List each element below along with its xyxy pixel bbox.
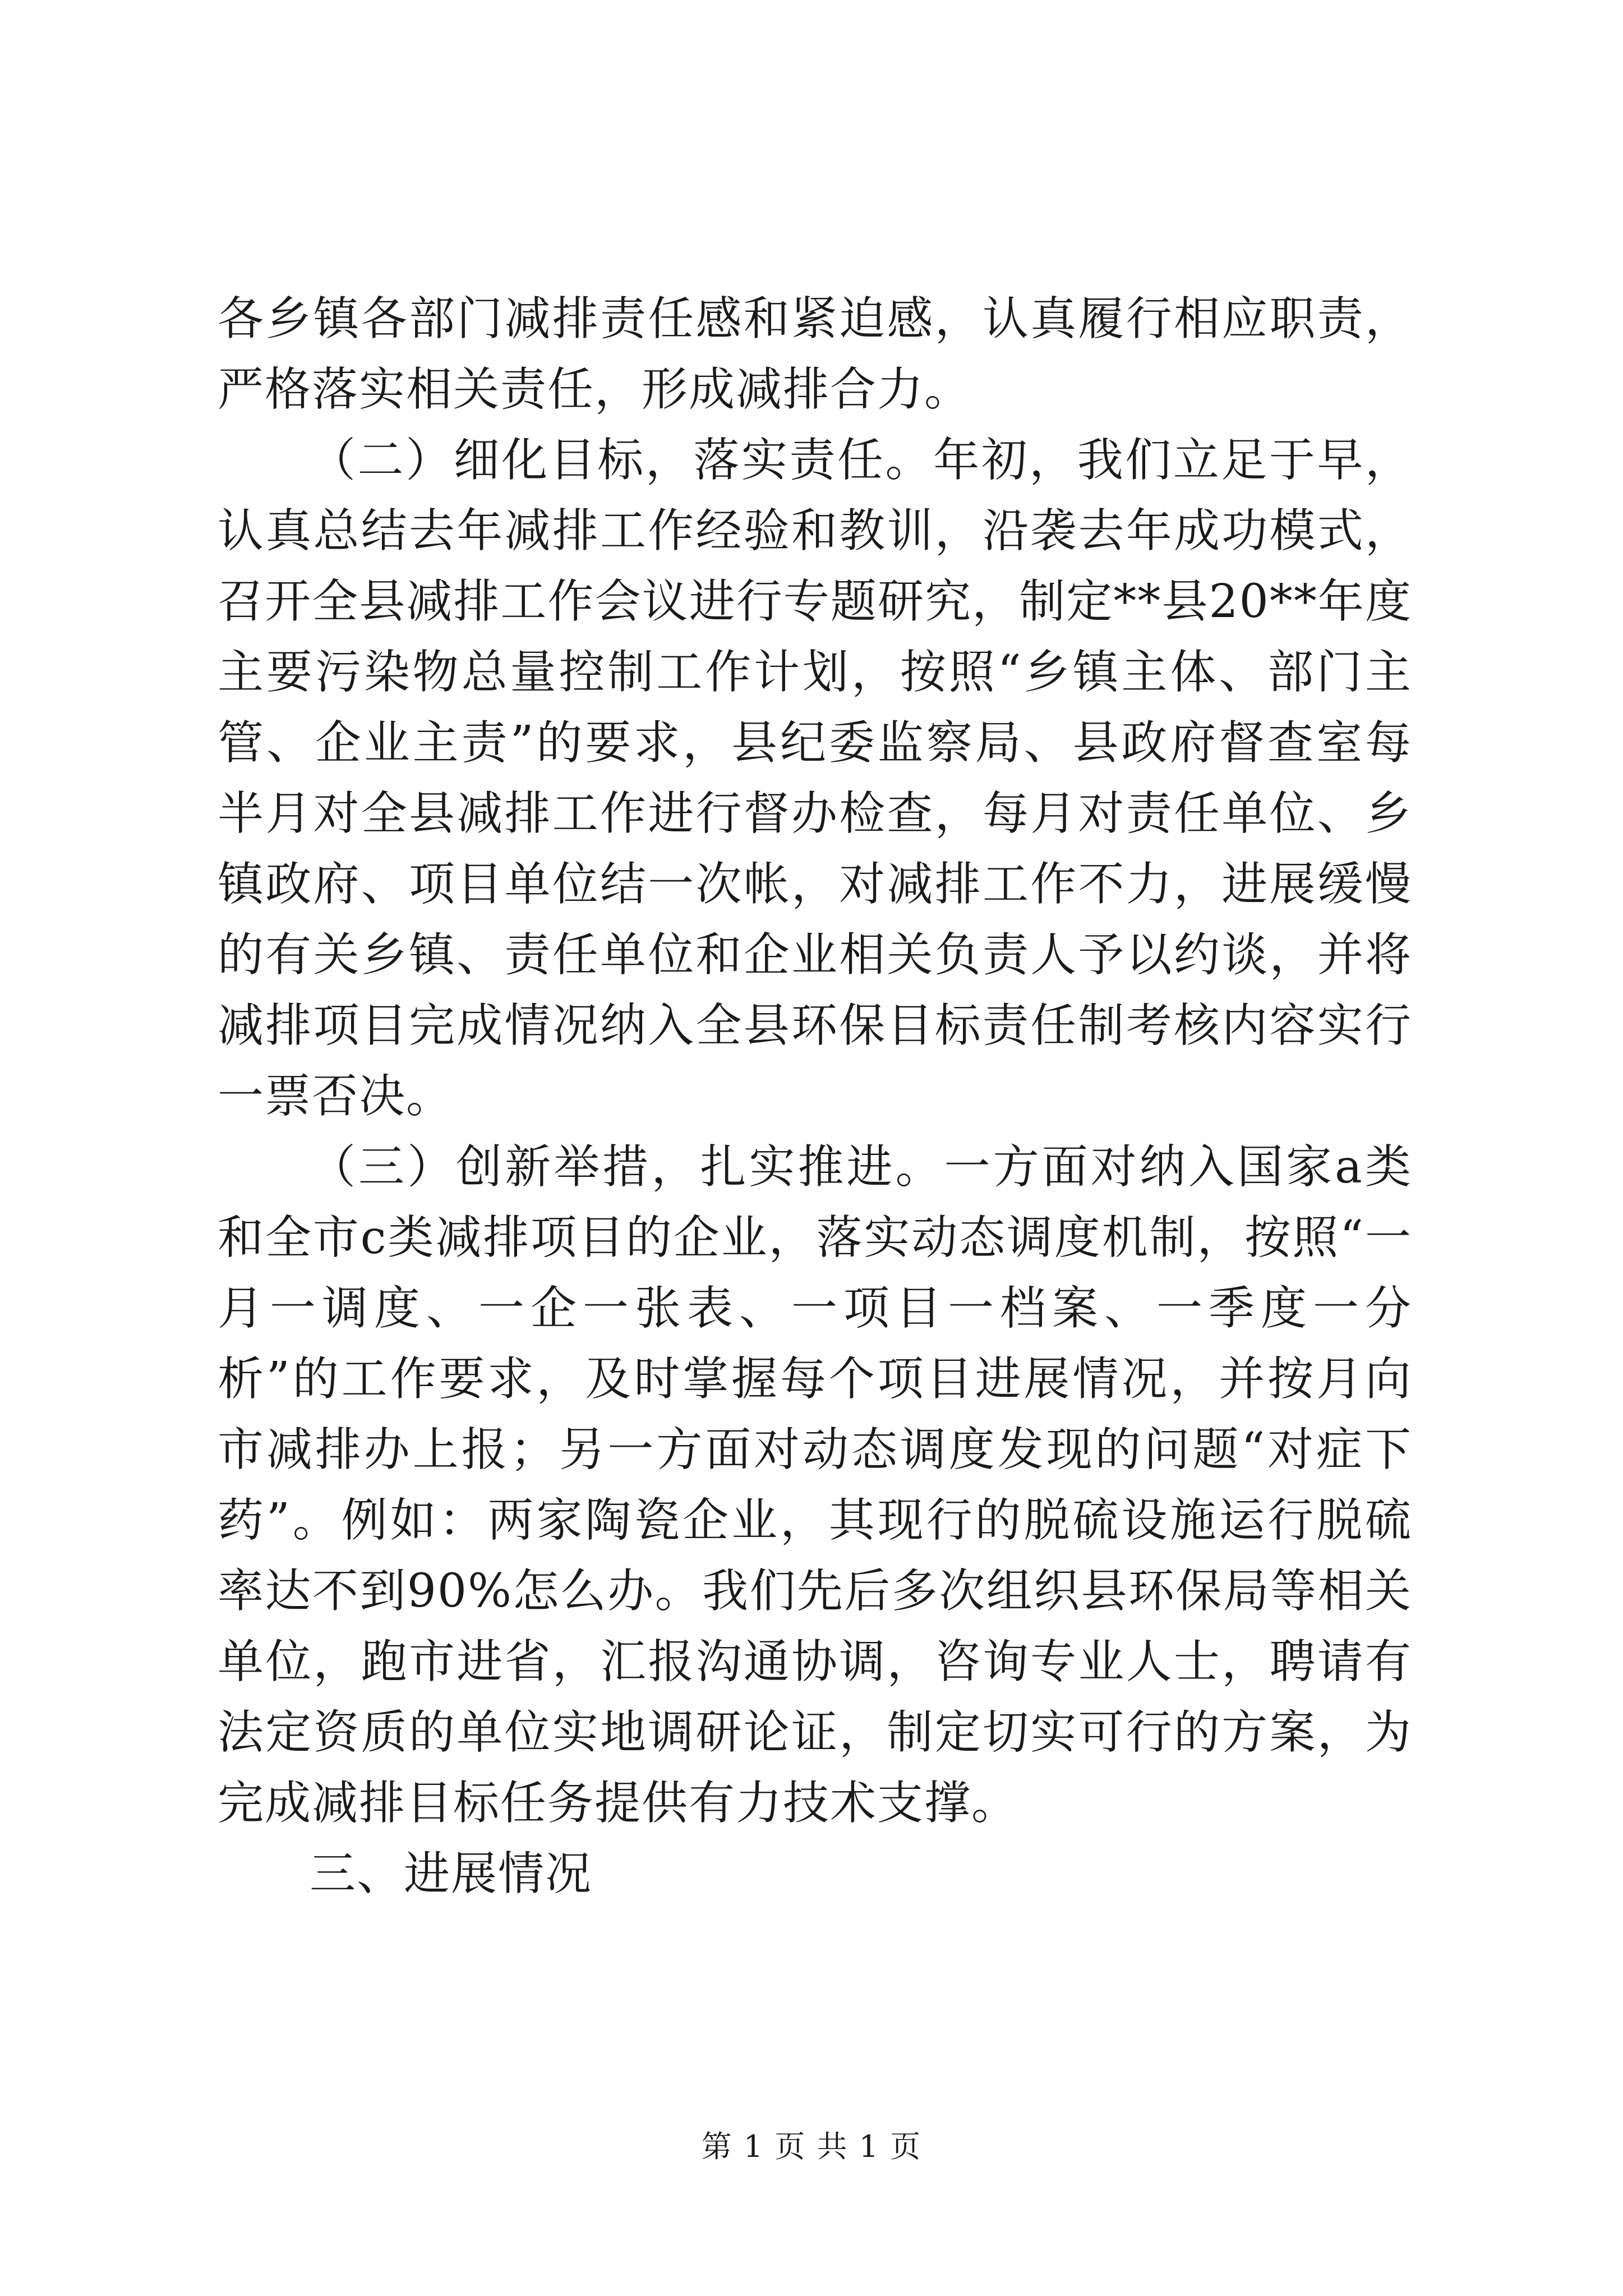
document-body — [218, 284, 1412, 1910]
page-footer: 第 1 页 共 1 页 — [701, 2129, 922, 2164]
paragraph-section-two: （二）细化目标，落实责任。年初，我们立足于早，认真总结去年减排工作经验和教训，沿袭去年成功模式，召开全县减排工作会议进行专题研究，制定**县20**年度主要污染物总量控制工作计划，按照“乡镇主体、部门主管、企业主责”的要求，县纪委监察局、县政府督查室每半月对全县减排工作进行督办检查，每月对责任单位、乡镇政府、项目单位结一次帐，对减排工作不力，进展缓慢的有关乡镇、责任单位和企业相关负责人予以约谈，并将减排项目完成情况纳入全县环保目标责任制考核内容实行一票否决。 — [218, 434, 1412, 1123]
paragraph-section-three: （三）创新举措，扎实推进。一方面对纳入国家a类和全市c类减排项目的企业，落实动态调度机制，按照“一月一调度、一企一张表、一项目一档案、一季度一分析”的工作要求，及时掌握每个项目进展情况，并按月向市减排办上报；另一方面对动态调度发现的问题“对症下药”。例如：两家陶瓷企业，其现行的脱硫设施运行脱硫率达不到90%怎么办。我们先后多次组织县环保局等相关单位，跑市进省，汇报沟通协调，咨询专业人士，聘请有法定资质的单位实地调研论证，制定切实可行的方案，为完成减排目标任务提供有力技术支撑。 — [218, 1140, 1412, 1830]
section-heading-progress: 三、进展情况 — [310, 1847, 593, 1901]
paragraph-continuation: 各乡镇各部门减排责任感和紧迫感，认真履行相应职责，严格落实相关责任，形成减排合力。 — [218, 292, 1412, 416]
